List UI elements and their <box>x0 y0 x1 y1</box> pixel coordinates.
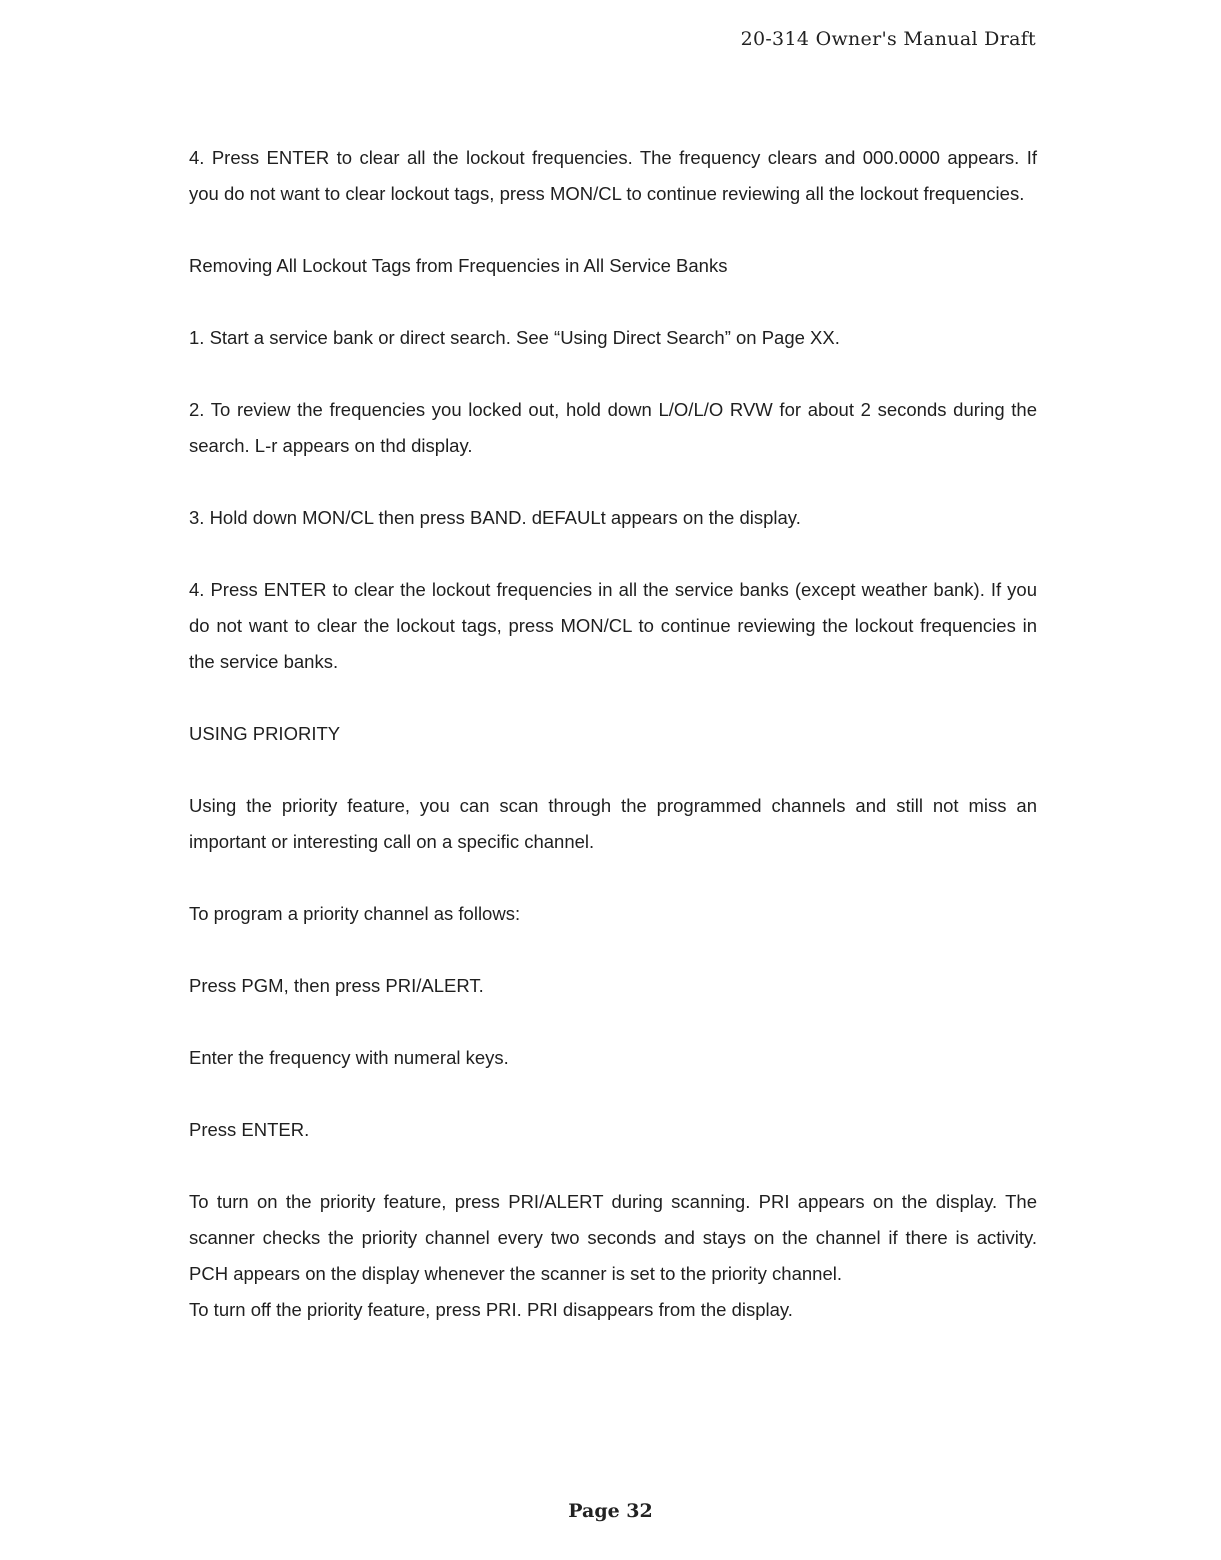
section-heading-removing-all-lockout-tags: Removing All Lockout Tags from Frequencies in All Service Banks <box>189 255 728 276</box>
paragraph-step-4-clear-service-banks: 4. Press ENTER to clear the lockout frequencies in all the service banks (except weather bank). If you do not want to clear the lockout tags, press MON/CL to continue reviewing the lockout frequencies in the service banks. <box>189 579 1037 672</box>
paragraph-press-pgm: Press PGM, then press PRI/ALERT. <box>189 975 484 996</box>
section-heading-using-priority: USING PRIORITY <box>189 723 341 744</box>
paragraph-enter-frequency: Enter the frequency with numeral keys. <box>189 1047 509 1068</box>
page-number: Page 32 <box>568 1500 653 1522</box>
paragraph-press-enter: Press ENTER. <box>189 1119 310 1140</box>
document-body <box>189 140 1037 1328</box>
paragraph-step-4-clear-lockout: 4. Press ENTER to clear all the lockout frequencies. The frequency clears and 000.0000 appears. If you do not want to clear lockout tags, press MON/CL to continue reviewing all the lockout frequencies. <box>189 147 1037 204</box>
running-header: 20-314 Owner's Manual Draft <box>740 28 1036 50</box>
paragraph-step-3-hold-mon-cl: 3. Hold down MON/CL then press BAND. dEFAULt appears on the display. <box>189 507 801 528</box>
paragraph-step-1-start-search: 1. Start a service bank or direct search. See “Using Direct Search” on Page XX. <box>189 327 840 348</box>
paragraph-turn-off-priority: To turn off the priority feature, press PRI. PRI disappears from the display. <box>189 1299 793 1320</box>
paragraph-turn-on-priority: To turn on the priority feature, press PRI/ALERT during scanning. PRI appears on the display. The scanner checks the priority channel every two seconds and stays on the channel if there is activity. PCH appears on the display whenever the scanner is set to the priority channel. <box>189 1191 1037 1284</box>
paragraph-program-priority: To program a priority channel as follows: <box>189 903 521 924</box>
paragraph-step-2-review-frequencies: 2. To review the frequencies you locked out, hold down L/O/L/O RVW for about 2 seconds during the search. L-r appears on thd display. <box>189 399 1037 456</box>
paragraph-priority-intro: Using the priority feature, you can scan through the programmed channels and still not miss an important or interesting call on a specific channel. <box>189 795 1037 852</box>
